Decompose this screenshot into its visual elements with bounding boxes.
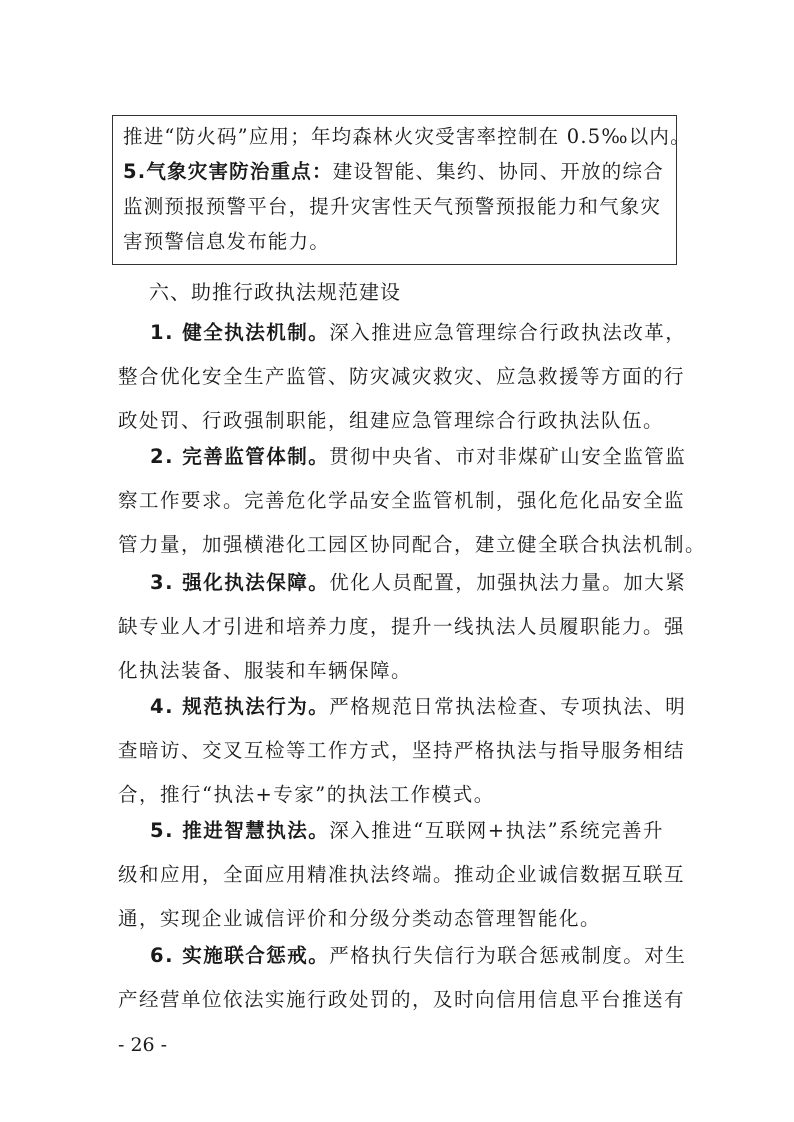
section-heading: 六、助推行政执法规范建设 <box>149 280 401 304</box>
item-title: 1. 健全执法机制。 <box>150 321 330 344</box>
item-text: 缺专业人才引进和培养力度，提升一线执法人员履职能力。强 <box>118 615 686 638</box>
item-text: 通，实现企业诚信评价和分级分类动态管理智能化。 <box>118 907 602 930</box>
item-title: 6. 实施联合惩戒。 <box>150 944 330 967</box>
item-text: 优化人员配置，加强执法力量。加大紧 <box>329 571 687 594</box>
item-text: 整合优化安全生产监管、防灾减灾救灾、应急救援等方面的行 <box>118 365 686 388</box>
item-text: 严格规范日常执法检查、专项执法、明 <box>329 695 687 718</box>
item-text: 严格执行失信行为联合惩戒制度。对生 <box>329 944 687 967</box>
paragraph-item-2 <box>118 435 707 567</box>
item-text: 管力量，加强横港化工园区协同配合，建立健全联合执法机制。 <box>118 533 707 556</box>
item-text: 产经营单位依法实施行政处罚的，及时向信用信息平台推送有 <box>118 988 686 1011</box>
item-title: 4. 规范执法行为。 <box>150 695 330 718</box>
box-line: 监测预报预警平台，提升灾害性天气预警预报能力和气象灾 <box>123 195 662 218</box>
box-item-5 <box>123 154 676 189</box>
item-text: 深入推进“互联网+执法”系统完善升 <box>329 819 665 842</box>
page-number: - 26 - <box>118 1034 168 1056</box>
item-text: 深入推进应急管理综合行政执法改革， <box>329 321 687 344</box>
box-item-5-title: 5.气象灾害防治重点： <box>123 160 333 183</box>
item-text: 化执法装备、服装和车辆保障。 <box>118 659 413 682</box>
paragraph-item-3 <box>118 561 688 693</box>
item-text: 察工作要求。完善危化学品安全监管机制，强化危化品安全监 <box>118 489 686 512</box>
highlight-box <box>112 115 691 265</box>
item-text: 合，推行“执法+专家”的执法工作模式。 <box>118 783 495 806</box>
paragraph-item-5 <box>118 809 688 941</box>
box-item-5-text: 建设智能、集约、协同、开放的综合 <box>332 160 664 183</box>
paragraph-item-6 <box>118 934 688 1022</box>
item-title: 2. 完善监管体制。 <box>150 445 330 468</box>
item-text: 政处罚、行政强制职能，组建应急管理综合行政执法队伍。 <box>118 409 665 432</box>
item-text: 查暗访、交叉互检等工作方式，坚持严格执法与指导服务相结 <box>118 739 686 762</box>
box-line: 害预警信息发布能力。 <box>123 230 331 253</box>
paragraph-item-1 <box>118 311 688 443</box>
item-title: 3. 强化执法保障。 <box>150 571 330 594</box>
box-line: 推进“防火码”应用；年均森林火灾受害率控制在 0.5‰以内。 <box>123 125 691 148</box>
paragraph-item-4 <box>118 685 688 817</box>
item-text: 级和应用，全面应用精准执法终端。推动企业诚信数据互联互 <box>118 863 686 886</box>
item-text: 贯彻中央省、市对非煤矿山安全监管监 <box>329 445 687 468</box>
item-title: 5. 推进智慧执法。 <box>150 819 330 842</box>
